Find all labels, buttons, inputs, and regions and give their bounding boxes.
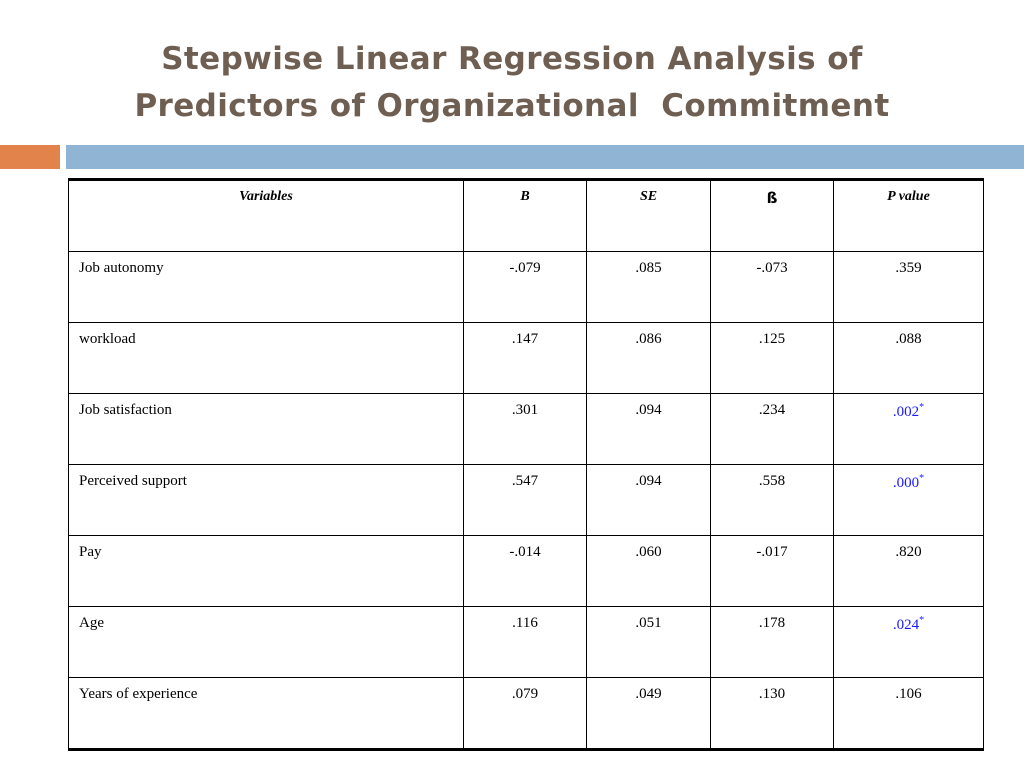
header-beta: ß: [711, 180, 834, 252]
cell-b: .116: [464, 607, 587, 678]
table-row: [69, 394, 984, 465]
cell-b: .547: [464, 465, 587, 536]
p-value: .820: [895, 544, 922, 560]
cell-b: -.079: [464, 252, 587, 323]
cell-beta: .125: [711, 323, 834, 394]
cell-variable: Pay: [69, 536, 464, 607]
significance-asterisk: *: [919, 615, 925, 626]
cell-se: .085: [587, 252, 711, 323]
cell-variable: workload: [69, 323, 464, 394]
table-row: [69, 678, 984, 750]
p-value-significant: [893, 617, 924, 633]
cell-variable: Age: [69, 607, 464, 678]
cell-se: .060: [587, 536, 711, 607]
cell-p-value: [834, 678, 984, 750]
p-value: .106: [895, 686, 922, 702]
title-line-2: Predictors of Organizational Commitment: [134, 88, 890, 124]
cell-beta: .234: [711, 394, 834, 465]
cell-p-value: [834, 465, 984, 536]
cell-se: .049: [587, 678, 711, 750]
cell-p-value: [834, 394, 984, 465]
accent-bar-orange: [0, 145, 60, 169]
p-value-significant: [893, 475, 924, 491]
cell-variable: Years of experience: [69, 678, 464, 750]
cell-variable: Perceived support: [69, 465, 464, 536]
header-b: B: [464, 180, 587, 252]
table-row: [69, 252, 984, 323]
slide-title: [0, 36, 1024, 130]
significance-asterisk: *: [919, 473, 925, 484]
p-value: .000: [892, 475, 920, 491]
p-value-significant: [893, 404, 924, 420]
cell-p-value: [834, 536, 984, 607]
header-p-value: P value: [834, 180, 984, 252]
p-value: .088: [895, 331, 922, 347]
significance-asterisk: *: [919, 402, 925, 413]
cell-se: .086: [587, 323, 711, 394]
accent-bar-blue: [66, 145, 1024, 169]
table-row: [69, 536, 984, 607]
cell-beta: -.017: [711, 536, 834, 607]
cell-beta: -.073: [711, 252, 834, 323]
cell-b: -.014: [464, 536, 587, 607]
table-row: [69, 607, 984, 678]
cell-p-value: [834, 607, 984, 678]
cell-beta: .130: [711, 678, 834, 750]
p-value: .359: [895, 260, 922, 276]
cell-variable: Job satisfaction: [69, 394, 464, 465]
p-value: .002: [892, 404, 920, 420]
cell-b: .079: [464, 678, 587, 750]
cell-se: .094: [587, 394, 711, 465]
title-line-1: Stepwise Linear Regression Analysis of: [161, 41, 863, 77]
regression-table: [68, 178, 984, 751]
cell-p-value: [834, 252, 984, 323]
header-variables: Variables: [69, 180, 464, 252]
cell-se: .094: [587, 465, 711, 536]
p-value: .024: [892, 617, 920, 633]
cell-p-value: [834, 323, 984, 394]
table-row: [69, 323, 984, 394]
cell-b: .301: [464, 394, 587, 465]
table-row: [69, 465, 984, 536]
cell-variable: Job autonomy: [69, 252, 464, 323]
cell-beta: .178: [711, 607, 834, 678]
table-header-row: [69, 180, 984, 252]
cell-se: .051: [587, 607, 711, 678]
cell-b: .147: [464, 323, 587, 394]
cell-beta: .558: [711, 465, 834, 536]
header-se: SE: [587, 180, 711, 252]
